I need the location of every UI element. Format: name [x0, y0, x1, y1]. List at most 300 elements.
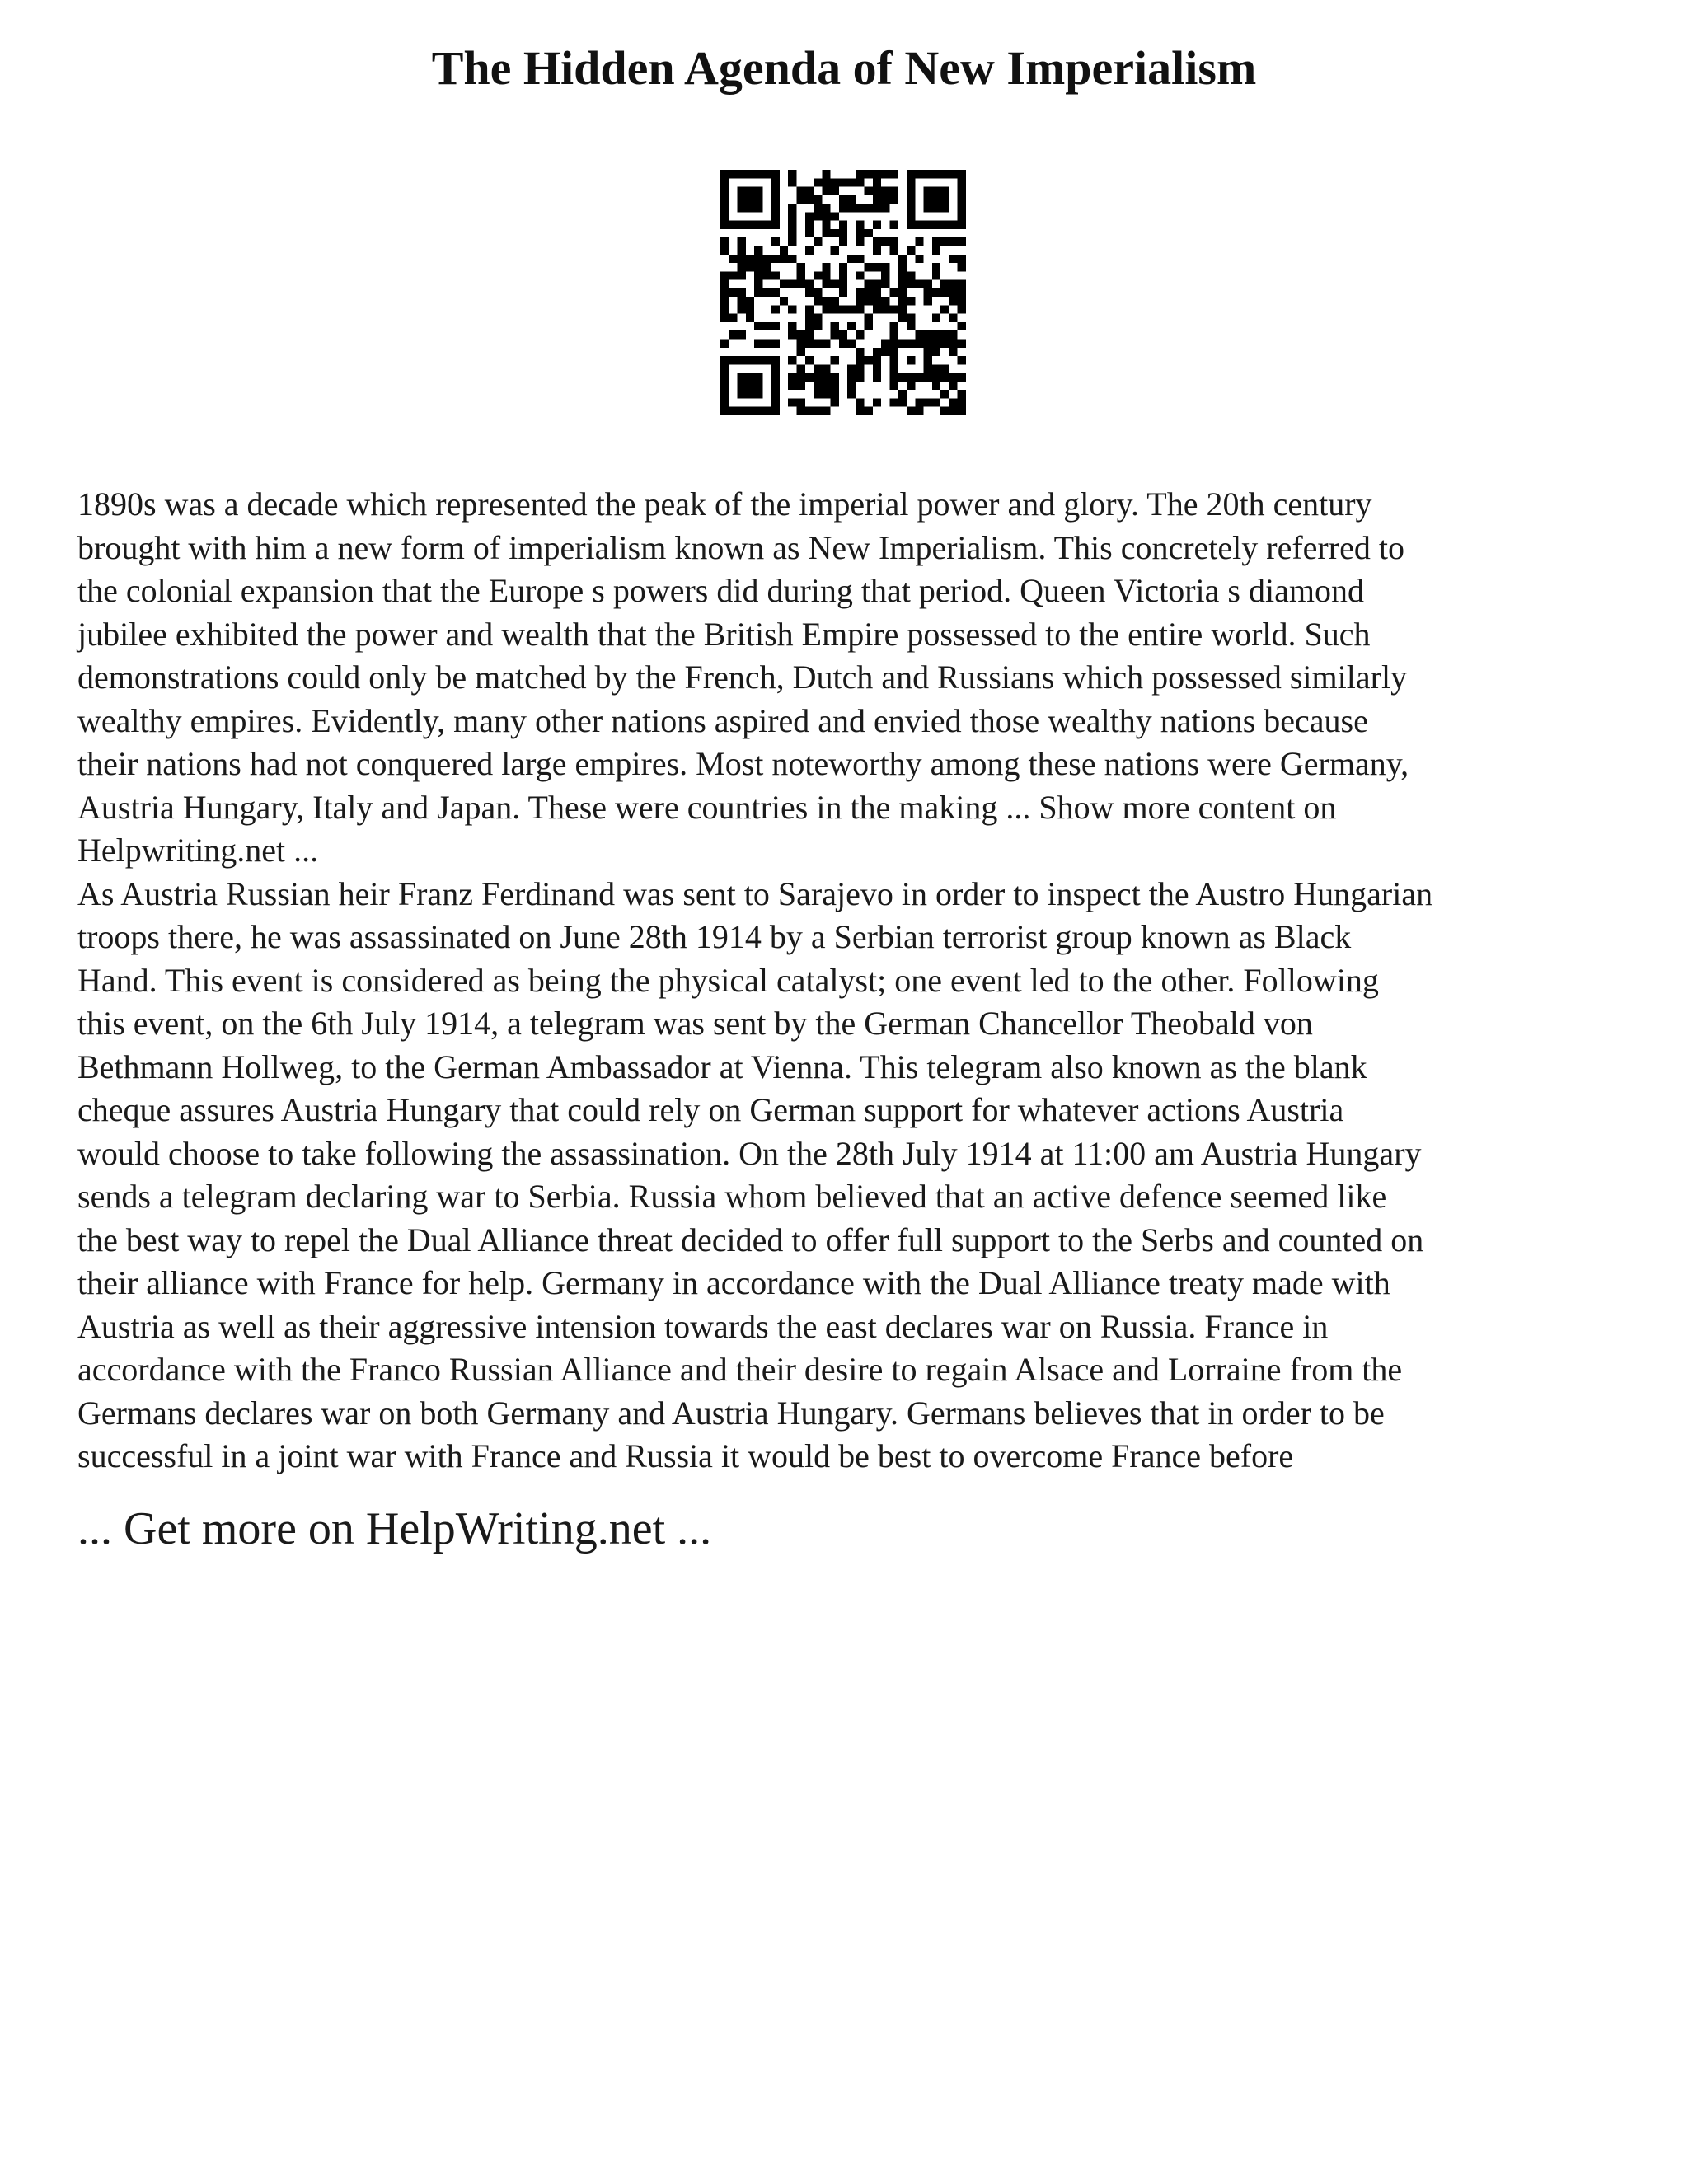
qr-module [932, 364, 940, 373]
qr-module [932, 348, 940, 356]
qr-module [915, 170, 923, 178]
qr-module [873, 237, 881, 246]
qr-module [805, 288, 814, 297]
qr-module [720, 212, 729, 220]
qr-module [822, 340, 830, 348]
qr-module [822, 305, 830, 313]
qr-module [720, 288, 729, 297]
qr-module [949, 373, 957, 382]
qr-module [932, 221, 940, 229]
qr-module [720, 398, 729, 406]
qr-module [822, 170, 830, 178]
qr-module [940, 204, 949, 212]
qr-module [958, 187, 966, 195]
qr-module [847, 305, 856, 313]
qr-module [754, 407, 762, 415]
qr-module [738, 288, 746, 297]
qr-module [865, 288, 873, 297]
qr-module [873, 187, 881, 195]
qr-module [915, 237, 923, 246]
qr-module [788, 221, 796, 229]
qr-module [873, 364, 881, 373]
qr-module [958, 255, 966, 263]
qr-module [898, 373, 907, 382]
qr-module [754, 255, 762, 263]
qr-module [771, 255, 780, 263]
qr-module [856, 271, 864, 279]
qr-module [898, 398, 907, 406]
qr-module [940, 170, 949, 178]
qr-module [720, 407, 729, 415]
qr-module [839, 195, 847, 204]
qr-module [932, 246, 940, 254]
qr-module [738, 195, 746, 204]
qr-module [771, 221, 780, 229]
article-paragraph-1: 1890s was a decade which represented the peak of the imperial power and glory. The 20th century brought with him a new form of imperialism known as New Imperialism. This concretely referred to the colonial expansion that the Europe s powers did during that period. Queen Victoria s diamond jubilee exhibited the power and wealth that the British Empire possessed to the entire world. Such demonstrations could only be matched by the French, Dutch and Russians which possessed similarly wealthy empires. Evidently, many other nations aspired and envied those wealthy nations because their nations had not conquered large empires. Most noteworthy among these nations were Germany, Austria Hungary, Italy and Japan. These were countries in the making ... Show more content on Helpwriting.net ... [77, 485, 1409, 869]
qr-module [814, 212, 822, 220]
qr-module [788, 382, 796, 390]
qr-module [754, 356, 762, 364]
qr-module [924, 187, 932, 195]
qr-module [738, 305, 746, 313]
qr-module [958, 340, 966, 348]
qr-module [873, 195, 881, 204]
qr-module [932, 271, 940, 279]
qr-module [771, 407, 780, 415]
qr-module [720, 178, 729, 186]
qr-module [898, 271, 907, 279]
qr-module [771, 356, 780, 364]
qr-module [771, 305, 780, 313]
qr-module [847, 178, 856, 186]
qr-module [890, 373, 898, 382]
qr-module [822, 187, 830, 195]
qr-module [771, 195, 780, 204]
qr-module [831, 322, 839, 330]
qr-module [762, 255, 771, 263]
qr-module [865, 322, 873, 330]
qr-module [940, 373, 949, 382]
qr-module [814, 237, 822, 246]
qr-module [831, 330, 839, 339]
qr-module [814, 288, 822, 297]
qr-module [958, 322, 966, 330]
qr-module [915, 373, 923, 382]
qr-module [856, 288, 864, 297]
qr-module [958, 305, 966, 313]
qr-module [729, 330, 737, 339]
qr-module [831, 280, 839, 288]
qr-module [788, 356, 796, 364]
qr-module [932, 170, 940, 178]
qr-module [873, 348, 881, 356]
qr-module [839, 263, 847, 271]
qr-module [890, 364, 898, 373]
qr-module [822, 229, 830, 237]
qr-module [720, 280, 729, 288]
qr-module [720, 204, 729, 212]
qr-module [805, 195, 814, 204]
qr-module [762, 271, 771, 279]
qr-module [932, 398, 940, 406]
qr-module [958, 373, 966, 382]
qr-module [847, 340, 856, 348]
qr-module [873, 221, 881, 229]
qr-module [720, 170, 729, 178]
qr-module [805, 356, 814, 364]
qr-module [822, 280, 830, 288]
qr-module [729, 255, 737, 263]
qr-module [949, 297, 957, 305]
qr-module [805, 407, 814, 415]
qr-module [932, 187, 940, 195]
qr-module [738, 204, 746, 212]
qr-module [805, 229, 814, 237]
qr-module [873, 373, 881, 382]
qr-module [924, 195, 932, 204]
qr-module [856, 297, 864, 305]
qr-module [720, 356, 729, 364]
qr-module [847, 204, 856, 212]
qr-module [762, 340, 771, 348]
qr-module [940, 364, 949, 373]
qr-module [873, 263, 881, 271]
qr-module [738, 255, 746, 263]
qr-module [856, 305, 864, 313]
qr-module [788, 330, 796, 339]
qr-module [814, 407, 822, 415]
qr-module [932, 237, 940, 246]
qr-module [746, 382, 754, 390]
qr-module [771, 364, 780, 373]
qr-module [738, 382, 746, 390]
qr-module [822, 221, 830, 229]
qr-module [796, 348, 804, 356]
qr-module [873, 178, 881, 186]
qr-module [814, 373, 822, 382]
qr-module [907, 170, 915, 178]
qr-module [831, 382, 839, 390]
qr-module [839, 178, 847, 186]
qr-module [831, 246, 839, 254]
qr-module [788, 305, 796, 313]
qr-module [856, 364, 864, 373]
qr-module [949, 407, 957, 415]
qr-module [839, 229, 847, 237]
qr-module [881, 280, 889, 288]
qr-module [907, 212, 915, 220]
qr-module [822, 178, 830, 186]
qr-module [958, 263, 966, 271]
qr-module [822, 204, 830, 212]
qr-module [771, 373, 780, 382]
qr-module [754, 246, 762, 254]
qr-module [814, 297, 822, 305]
qr-module [932, 204, 940, 212]
qr-module [847, 364, 856, 373]
qr-module [924, 330, 932, 339]
qr-module [720, 390, 729, 398]
qr-module [881, 340, 889, 348]
qr-module [771, 170, 780, 178]
qr-module [771, 187, 780, 195]
qr-module [915, 407, 923, 415]
qr-module [720, 364, 729, 373]
qr-module [720, 271, 729, 279]
qr-module [746, 356, 754, 364]
qr-module [805, 322, 814, 330]
qr-module [924, 221, 932, 229]
qr-module [924, 348, 932, 356]
qr-module [873, 297, 881, 305]
qr-module [839, 305, 847, 313]
qr-module [898, 255, 907, 263]
qr-module [890, 348, 898, 356]
qr-module [720, 221, 729, 229]
qr-module [780, 297, 788, 305]
qr-module [788, 237, 796, 246]
qr-module [881, 170, 889, 178]
qr-module [865, 407, 873, 415]
qr-module [831, 229, 839, 237]
qr-module [949, 382, 957, 390]
qr-module [754, 204, 762, 212]
qr-module [805, 187, 814, 195]
qr-module [915, 340, 923, 348]
qr-module [738, 297, 746, 305]
qr-module [738, 237, 746, 246]
qr-module [890, 246, 898, 254]
qr-module [856, 330, 864, 339]
qr-module [729, 271, 737, 279]
qr-module [873, 356, 881, 364]
qr-module [907, 297, 915, 305]
qr-module [788, 178, 796, 186]
qr-module [831, 178, 839, 186]
qr-module [873, 305, 881, 313]
qr-module [881, 195, 889, 204]
qr-module [890, 305, 898, 313]
qr-module [890, 288, 898, 297]
qr-module [924, 288, 932, 297]
qr-module [805, 246, 814, 254]
qr-module [932, 340, 940, 348]
qr-module [907, 382, 915, 390]
qr-module [839, 330, 847, 339]
qr-module [738, 246, 746, 254]
qr-module [907, 280, 915, 288]
qr-module [856, 356, 864, 364]
qr-module [907, 407, 915, 415]
qr-module [915, 255, 923, 263]
qr-module [822, 297, 830, 305]
qr-module [788, 280, 796, 288]
qr-module [890, 170, 898, 178]
qr-module [839, 288, 847, 297]
qr-module [958, 390, 966, 398]
qr-module [754, 373, 762, 382]
qr-module [958, 398, 966, 406]
qr-module [771, 390, 780, 398]
qr-module [915, 221, 923, 229]
qr-module [907, 221, 915, 229]
qr-module [814, 390, 822, 398]
qr-module [856, 178, 864, 186]
qr-module [873, 280, 881, 288]
qr-module [814, 382, 822, 390]
qr-module [746, 255, 754, 263]
qr-module [847, 382, 856, 390]
qr-module [805, 340, 814, 348]
qr-module [898, 305, 907, 313]
qr-module [940, 288, 949, 297]
qr-module [890, 356, 898, 364]
qr-module [720, 297, 729, 305]
qr-module [856, 407, 864, 415]
qr-module [771, 398, 780, 406]
qr-module [746, 305, 754, 313]
qr-module [754, 221, 762, 229]
qr-module [720, 314, 729, 322]
qr-module [958, 221, 966, 229]
qr-module [831, 187, 839, 195]
qr-module [890, 221, 898, 229]
qr-module [898, 288, 907, 297]
qr-module [771, 212, 780, 220]
qr-module [847, 322, 856, 330]
qr-module [949, 170, 957, 178]
qr-module [762, 170, 771, 178]
qr-module [915, 280, 923, 288]
get-more-link[interactable]: ... Get more on HelpWriting.net ... [77, 1503, 712, 1554]
qr-module [958, 288, 966, 297]
qr-module [805, 221, 814, 229]
qr-module [796, 195, 804, 204]
qr-module [805, 330, 814, 339]
qr-module [822, 373, 830, 382]
qr-module [822, 407, 830, 415]
qr-module [865, 356, 873, 364]
qr-module [881, 348, 889, 356]
qr-module [932, 288, 940, 297]
qr-module [898, 263, 907, 271]
qr-module [847, 390, 856, 398]
qr-module [746, 390, 754, 398]
qr-module [771, 288, 780, 297]
qr-module [831, 390, 839, 398]
qr-module [814, 322, 822, 330]
qr-module [865, 263, 873, 271]
qr-module [796, 407, 804, 415]
qr-module [890, 195, 898, 204]
qr-module [814, 340, 822, 348]
qr-module [958, 356, 966, 364]
qr-module [762, 407, 771, 415]
qr-module [847, 195, 856, 204]
qr-module [898, 340, 907, 348]
qr-module [831, 297, 839, 305]
qr-module [780, 255, 788, 263]
qr-module [805, 212, 814, 220]
qr-module [915, 398, 923, 406]
qr-code-graphic [720, 170, 966, 415]
qr-module [881, 297, 889, 305]
qr-module [738, 330, 746, 339]
qr-module [839, 204, 847, 212]
qr-module [949, 221, 957, 229]
qr-module [958, 195, 966, 204]
qr-module [881, 271, 889, 279]
qr-module [720, 340, 729, 348]
qr-module [949, 398, 957, 406]
qr-code-icon[interactable] [720, 170, 966, 415]
qr-module [949, 288, 957, 297]
qr-module [907, 178, 915, 186]
qr-module [788, 204, 796, 212]
qr-module [805, 305, 814, 313]
qr-module [890, 330, 898, 339]
qr-module [754, 263, 762, 271]
qr-module [890, 382, 898, 390]
qr-module [822, 364, 830, 373]
qr-module [788, 322, 796, 330]
qr-module [924, 204, 932, 212]
qr-module [822, 390, 830, 398]
qr-module [958, 407, 966, 415]
qr-module [881, 263, 889, 271]
qr-module [754, 195, 762, 204]
qr-module [796, 364, 804, 373]
qr-module [856, 221, 864, 229]
qr-module [873, 170, 881, 178]
qr-module [720, 237, 729, 246]
qr-module [940, 390, 949, 398]
qr-module [924, 297, 932, 305]
qr-module [788, 373, 796, 382]
page-title: The Hidden Agenda of New Imperialism [431, 41, 1257, 95]
qr-module [720, 187, 729, 195]
qr-module [881, 237, 889, 246]
qr-module [839, 271, 847, 279]
qr-module [746, 314, 754, 322]
qr-module [720, 195, 729, 204]
qr-module [907, 340, 915, 348]
qr-module [890, 322, 898, 330]
qr-module [958, 237, 966, 246]
qr-module [949, 237, 957, 246]
qr-module [881, 305, 889, 313]
qr-module [746, 221, 754, 229]
qr-module [754, 382, 762, 390]
qr-module [746, 407, 754, 415]
qr-module [932, 314, 940, 322]
qr-module [754, 187, 762, 195]
qr-module [738, 407, 746, 415]
qr-module [814, 178, 822, 186]
qr-module [924, 398, 932, 406]
qr-module [907, 356, 915, 364]
qr-module [865, 229, 873, 237]
qr-module [746, 373, 754, 382]
qr-module [754, 340, 762, 348]
qr-module [865, 204, 873, 212]
qr-module [839, 280, 847, 288]
qr-module [856, 237, 864, 246]
qr-module [771, 382, 780, 390]
qr-module [924, 170, 932, 178]
qr-module [754, 288, 762, 297]
qr-module [940, 237, 949, 246]
